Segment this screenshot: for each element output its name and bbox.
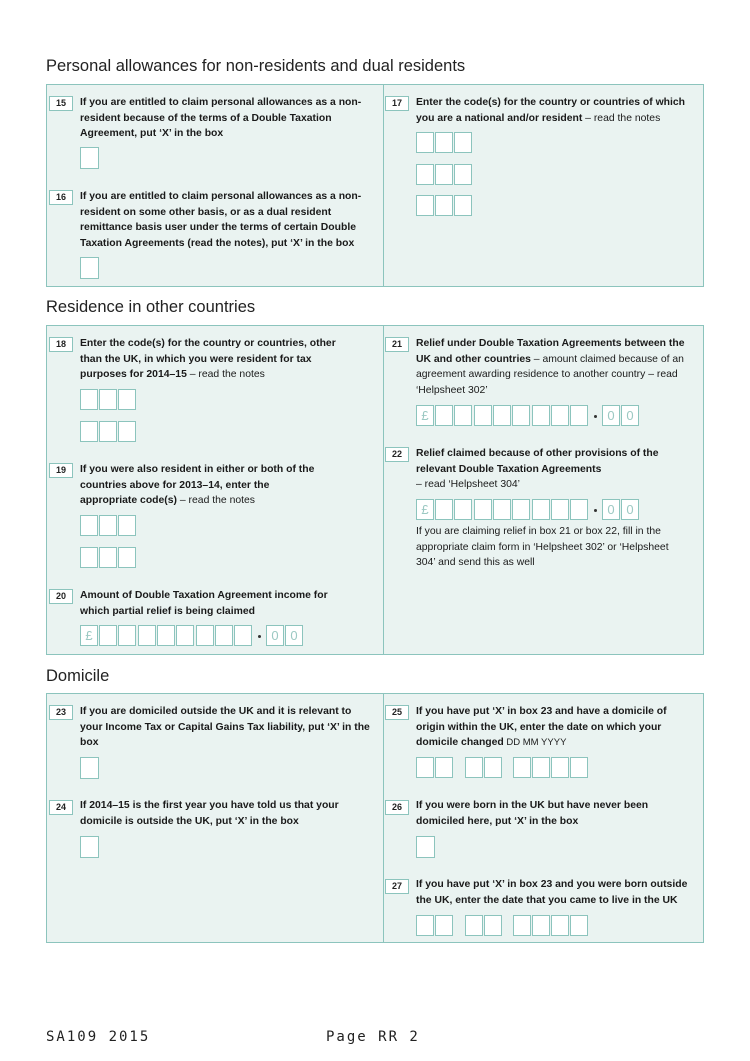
checkbox-23[interactable] [80,757,99,779]
question-25 [416,704,686,751]
entry-cell[interactable] [80,421,98,442]
entry-cell[interactable] [435,757,453,778]
panel-personal-allowances [46,84,704,287]
entry-cell[interactable] [474,405,492,426]
question-22-text: Relief claimed because of other provisions of the relevant Double Taxation Agreements [416,448,659,475]
entry-cell[interactable] [551,915,569,936]
entry-cell[interactable] [118,421,136,442]
entry-cell[interactable] [484,915,502,936]
entry-cell[interactable] [474,499,492,520]
entry-cell[interactable] [532,757,550,778]
entry-cell[interactable] [215,625,233,646]
entry-cell[interactable]: 0 [602,405,620,426]
claim-form-note: If you are claiming relief in box 21 or box 22, fill in the appropriate claim form in ‘Helpsheet 302’ or ‘Helpsheet 304’ and send this as well [416,526,669,569]
entry-cell[interactable]: 0 [266,625,284,646]
entry-cell[interactable] [454,195,472,216]
entry-cell[interactable]: 0 [621,405,639,426]
entry-cell[interactable] [435,405,453,426]
question-22-note: – read ‘Helpsheet 304’ [416,479,520,491]
entry-cell[interactable] [513,915,531,936]
entry-cell[interactable] [570,757,588,778]
entry-cell[interactable] [493,405,511,426]
entry-cell[interactable] [416,757,434,778]
entry-cell[interactable] [176,625,194,646]
entry-cell[interactable] [570,915,588,936]
question-18-note: – read the notes [186,369,265,381]
question-21 [416,336,686,398]
question-20: Amount of Double Taxation Agreement income for which partial relief is being claimed [80,590,328,617]
entry-cell[interactable] [454,132,472,153]
box-number-27: 27 [385,879,409,894]
box-number-20: 20 [49,589,73,604]
decimal-point [594,415,597,418]
box-number-16: 16 [49,190,73,205]
column-divider [383,326,384,654]
entry-cell[interactable]: 0 [602,499,620,520]
entry-cell[interactable] [416,915,434,936]
decimal-point [258,635,261,638]
entry-cell[interactable] [157,625,175,646]
entry-cell[interactable] [570,405,588,426]
entry-cell[interactable] [435,164,453,185]
entry-cell[interactable] [99,515,117,536]
checkbox-24[interactable] [80,836,99,858]
checkbox-15[interactable] [80,147,99,169]
question-15: If you are entitled to claim personal allowances as a non-resident because of the terms of a Double Taxation Agreement, put ‘X’ in the box [80,97,362,140]
footer-page-number: Page RR 2 [326,1029,420,1045]
section-title-residence: Residence in other countries [46,298,256,316]
question-21-text: Relief under Double Taxation Agreements between the UK and other countries [416,338,685,365]
entry-cell[interactable] [551,499,569,520]
box-number-17: 17 [385,96,409,111]
question-18-text: Enter the code(s) for the country or countries, other than the UK, in which you were resident for tax purposes for 2014–15 [80,338,336,381]
entry-cell[interactable] [80,389,98,410]
box-number-15: 15 [49,96,73,111]
entry-cell[interactable] [99,421,117,442]
entry-cell[interactable]: £ [416,499,434,520]
column-divider [383,85,384,286]
entry-cell[interactable]: £ [416,405,434,426]
entry-cell[interactable]: 0 [285,625,303,646]
entry-cell[interactable] [416,132,434,153]
entry-cell[interactable] [512,405,530,426]
footer-form-id: SA109 2015 [46,1029,151,1045]
entry-cell[interactable] [532,499,550,520]
entry-cell[interactable] [551,405,569,426]
decimal-point [594,509,597,512]
entry-cell[interactable] [454,499,472,520]
entry-cell[interactable] [435,499,453,520]
question-17-note: – read the notes [582,112,661,124]
entry-cell[interactable] [532,405,550,426]
question-27: If you have put ‘X’ in box 23 and you were born outside the UK, enter the date that you came to live in the UK [416,879,688,906]
section-title-personal-allowances: Personal allowances for non-residents and dual residents [46,57,466,75]
entry-cell[interactable] [435,195,453,216]
entry-cell[interactable] [512,499,530,520]
question-24: If 2014–15 is the first year you have told us that your domicile is outside the UK, put ‘X’ in the box [80,800,339,827]
entry-cell[interactable] [99,547,117,568]
question-23: If you are domiciled outside the UK and it is relevant to your Income Tax or Capital Gains Tax liability, put ‘X’ in the box [80,706,370,749]
entry-cell[interactable] [80,515,98,536]
entry-cell[interactable] [513,757,531,778]
entry-cell[interactable] [138,625,156,646]
question-17-text: Enter the code(s) for the country or countries of which you are a national and/or resident [416,97,686,124]
box-number-25: 25 [385,705,409,720]
section-title-domicile: Domicile [46,667,110,685]
panel-residence [46,325,704,655]
question-25-date-format: DD MM YYYY [503,737,567,749]
entry-cell[interactable] [118,547,136,568]
entry-cell[interactable] [493,499,511,520]
box-number-21: 21 [385,337,409,352]
question-17 [416,95,696,126]
entry-cell[interactable] [234,625,252,646]
checkbox-26[interactable] [416,836,435,858]
entry-cell[interactable] [465,915,483,936]
entry-cell[interactable] [99,625,117,646]
entry-cell[interactable] [196,625,214,646]
question-19-note: – read the notes [177,495,255,507]
box-number-26: 26 [385,800,409,815]
box-number-24: 24 [49,800,73,815]
entry-cell[interactable] [484,757,502,778]
question-26: If you were born in the UK but have never been domiciled here, put ‘X’ in the box [416,800,649,827]
entry-cell[interactable] [118,389,136,410]
entry-cell[interactable] [551,757,569,778]
entry-cell[interactable]: £ [80,625,98,646]
question-19 [80,462,320,509]
box-number-19: 19 [49,463,73,478]
entry-cell[interactable] [465,757,483,778]
entry-cell[interactable] [435,915,453,936]
question-21-note: – amount claimed because of an agreement awarding residence to another country – read ‘Helpsheet 302’ [416,353,684,396]
entry-cell[interactable]: 0 [621,499,639,520]
entry-cell[interactable] [118,515,136,536]
entry-cell[interactable] [416,164,434,185]
entry-cell[interactable] [416,195,434,216]
question-25-text: If you have put ‘X’ in box 23 and have a domicile of origin within the UK, enter the date on which your domicile changed [416,706,667,749]
box-number-23: 23 [49,705,73,720]
checkbox-16[interactable] [80,257,99,279]
entry-cell[interactable] [532,915,550,936]
entry-cell[interactable] [99,389,117,410]
box-number-18: 18 [49,337,73,352]
question-18 [80,336,342,383]
entry-cell[interactable] [454,164,472,185]
entry-cell[interactable] [570,499,588,520]
entry-cell[interactable] [435,132,453,153]
question-19-text: If you were also resident in either or both of the countries above for 2013–14, enter the appropriate code(s) [80,464,315,507]
panel-domicile [46,693,704,943]
entry-cell[interactable] [118,625,136,646]
question-22 [416,446,686,493]
question-16: If you are entitled to claim personal allowances as a non-resident on some other basis, or as a dual resident remittance basis user under the terms of certain Double Taxation Agreements (read the notes), put ‘X’ in the box [80,191,362,249]
entry-cell[interactable] [80,547,98,568]
entry-cell[interactable] [454,405,472,426]
column-divider [383,694,384,942]
box-number-22: 22 [385,447,409,462]
